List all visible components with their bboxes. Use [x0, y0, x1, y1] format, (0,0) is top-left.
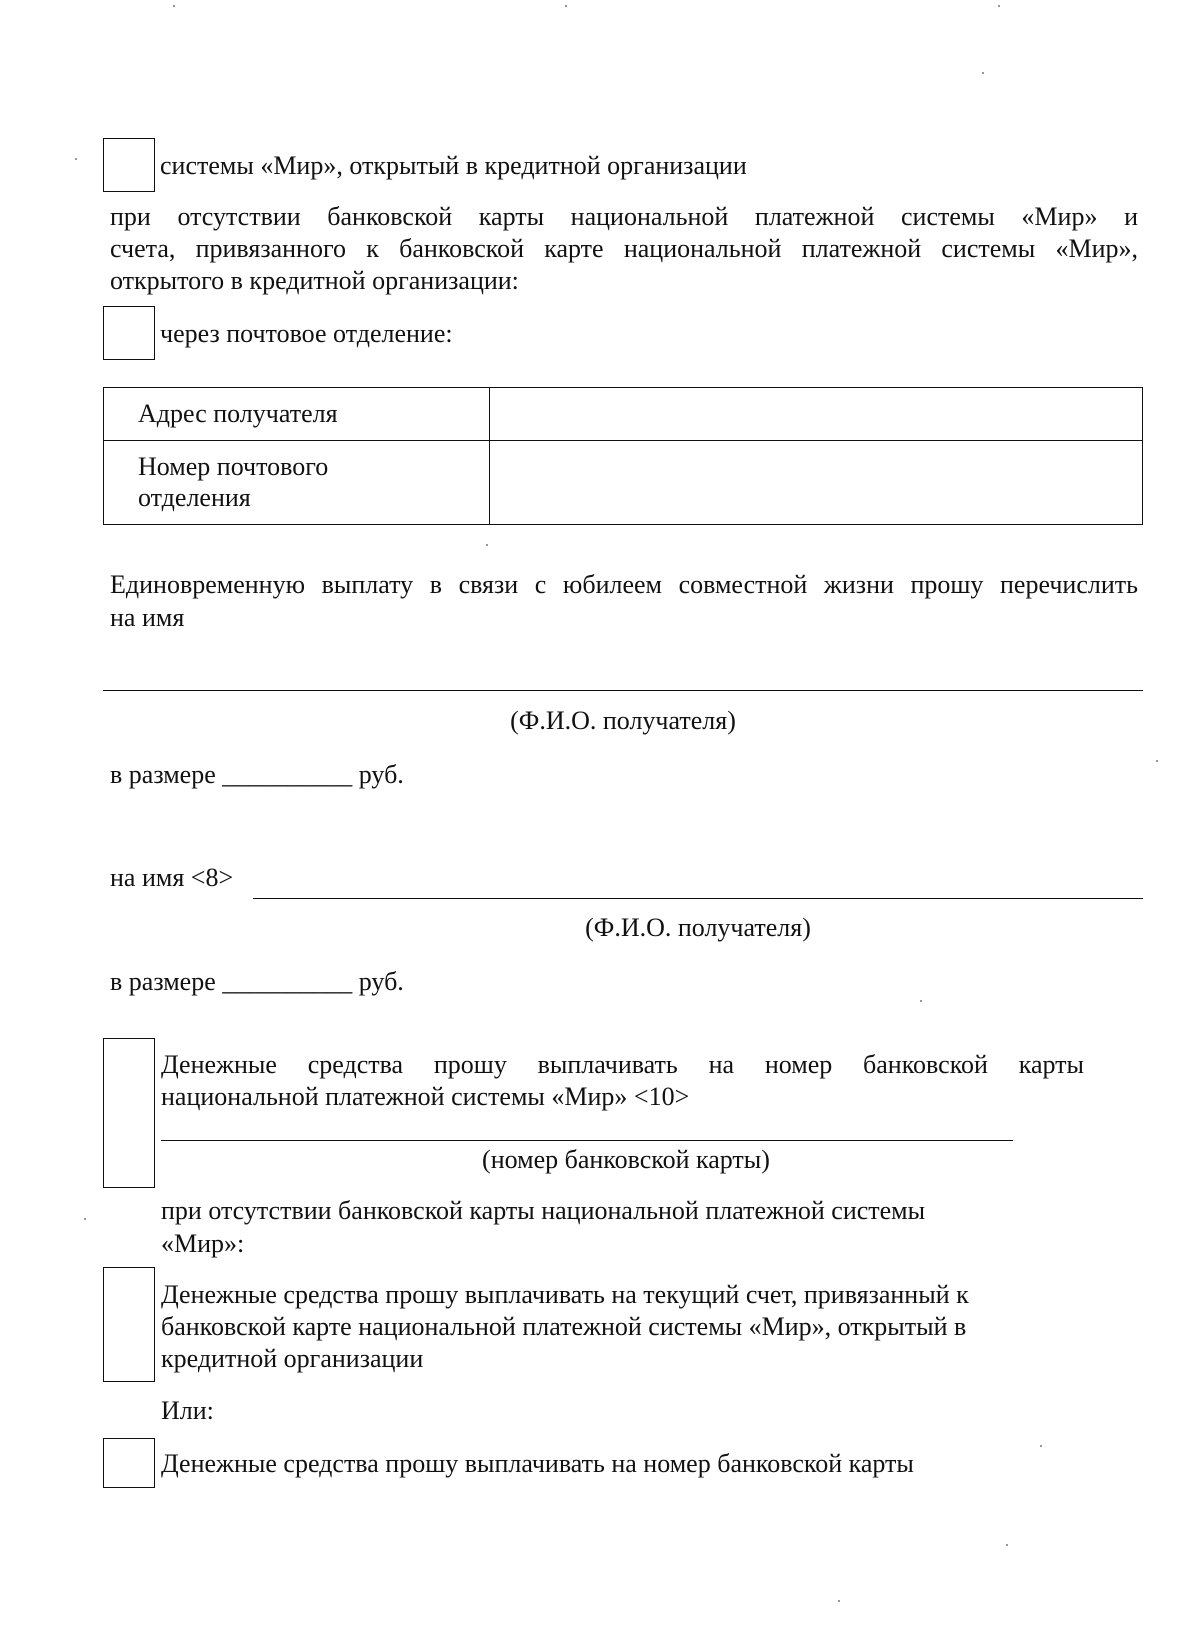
no-mir-card-line-1: при отсутствии банковской карты национальной платежной системы: [161, 1196, 926, 1225]
current-account-line-3: кредитной организации: [161, 1344, 424, 1373]
current-account-line-2: банковской карте национальной платежной системы «Мир», открытый в: [161, 1312, 967, 1341]
amount-blank[interactable]: __________: [222, 760, 353, 789]
scan-speck: [1156, 760, 1158, 762]
no-card-line-1: при отсутствии банковской карты национальной платежной системы «Мир» и: [110, 202, 1138, 231]
card-option-checkbox[interactable]: [103, 1038, 155, 1188]
post-office-label-line-1: Номер почтового: [138, 452, 329, 481]
amount-row-2: [110, 966, 404, 997]
address-value-field[interactable]: [490, 388, 1143, 441]
no-card-line-3: открытого в кредитной организации:: [110, 266, 519, 295]
no-mir-card-line-2: «Мир»:: [161, 1229, 245, 1258]
no-card-line-2: счета, привязанного к банковской карте национальной платежной системы «Мир»,: [110, 234, 1138, 263]
name-8-label: на имя <8>: [110, 863, 234, 892]
current-account-checkbox[interactable]: [103, 1267, 155, 1382]
scan-speck: [75, 158, 77, 160]
card-number-caption: (номер банковской карты): [482, 1145, 770, 1174]
recipient-caption-2: (Ф.И.О. получателя): [585, 913, 811, 942]
account-option-label: системы «Мир», открытый в кредитной организации: [160, 151, 747, 180]
post-office-value-field[interactable]: [490, 441, 1143, 525]
payment-request-line-2: на имя: [110, 603, 185, 632]
recipient-name-line-2[interactable]: [253, 898, 1143, 899]
card-option-line-1: Денежные средства прошу выплачивать на номер банковской карты: [161, 1050, 1084, 1079]
amount-row-1: [110, 759, 404, 790]
card-option-line-2: национальной платежной системы «Мир» <10>: [161, 1082, 690, 1111]
scan-speck: [1040, 1445, 1042, 1447]
scan-speck: [920, 1000, 922, 1002]
or-label: Или:: [161, 1396, 214, 1425]
recipient-caption-1: (Ф.И.О. получателя): [510, 706, 736, 735]
scan-speck: [84, 1218, 86, 1220]
current-account-line-1: Денежные средства прошу выплачивать на текущий счет, привязанный к: [161, 1280, 969, 1309]
amount-blank[interactable]: __________: [222, 967, 353, 996]
amount-prefix: в размере: [110, 760, 216, 789]
scan-speck: [998, 5, 1000, 7]
post-office-label: [104, 441, 490, 525]
table-row: [104, 388, 1143, 441]
amount-suffix: руб.: [358, 967, 404, 996]
recipient-name-line-1[interactable]: [103, 690, 1143, 691]
account-option-checkbox[interactable]: [103, 138, 155, 192]
post-option-checkbox[interactable]: [103, 306, 155, 360]
payment-request-line-1: Единовременную выплату в связи с юбилеем совместной жизни прошу перечислить: [110, 570, 1138, 599]
scan-speck: [486, 544, 488, 546]
scan-speck: [982, 72, 984, 74]
scan-speck: [173, 5, 175, 7]
post-option-label: через почтовое отделение:: [160, 319, 453, 348]
amount-suffix: руб.: [358, 760, 404, 789]
card-number-line[interactable]: [161, 1140, 1013, 1141]
card-number-option-label: Денежные средства прошу выплачивать на номер банковской карты: [161, 1449, 914, 1478]
post-office-label-line-2: отделения: [138, 483, 251, 512]
scan-speck: [565, 5, 567, 7]
scan-speck: [838, 1600, 840, 1602]
table-row: [104, 441, 1143, 525]
address-label: Адрес получателя: [104, 388, 490, 441]
address-table: [103, 387, 1143, 525]
scan-speck: [1006, 1544, 1008, 1546]
card-number-option-checkbox[interactable]: [103, 1438, 155, 1488]
amount-prefix: в размере: [110, 967, 216, 996]
